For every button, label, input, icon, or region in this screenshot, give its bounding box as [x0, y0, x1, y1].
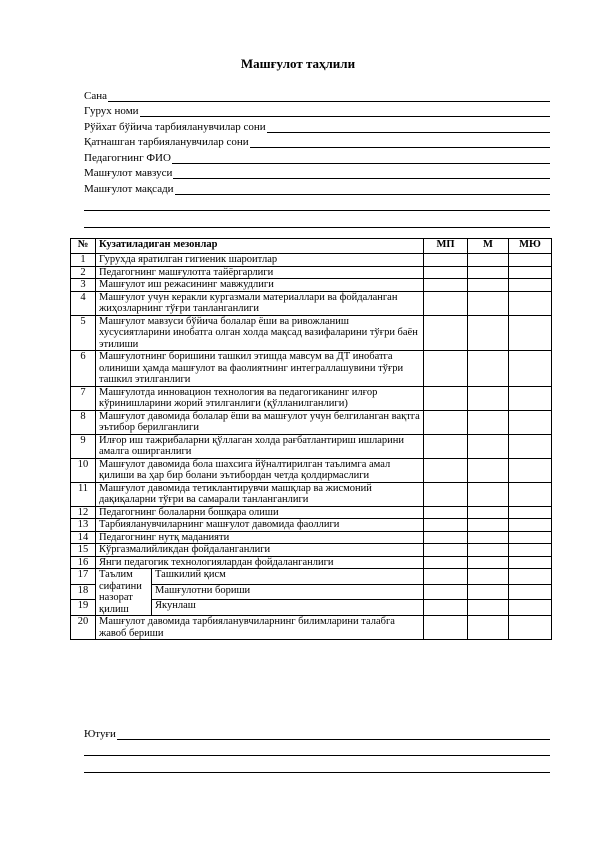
criterion-text: Педагогнинг машғулотга тайёргарлиги [96, 266, 424, 279]
criterion-text: Машғулот давомида тарбияланувчиларнинг билимларини талабга жавоб бериши [96, 616, 424, 640]
table-row [71, 616, 552, 640]
group-name-field[interactable] [84, 102, 550, 118]
m-mark-cell[interactable] [468, 584, 509, 600]
mp-mark-cell[interactable] [424, 482, 468, 506]
table-row [71, 458, 552, 482]
mp-mark-cell[interactable] [424, 386, 468, 410]
myu-mark-cell[interactable] [509, 315, 552, 351]
myu-mark-cell[interactable] [509, 556, 552, 569]
m-mark-cell[interactable] [468, 291, 509, 315]
mp-mark-cell[interactable] [424, 254, 468, 267]
myu-mark-cell[interactable] [509, 569, 552, 585]
date-field[interactable] [84, 86, 550, 102]
row-number: 14 [71, 531, 96, 544]
table-row [71, 266, 552, 279]
myu-mark-cell[interactable] [509, 584, 552, 600]
row-number: 15 [71, 544, 96, 557]
criterion-text: Машғулот учун керакли кургазмали материаллари ва фойдаланган жиҳозларнинг тўғри танланганлиги [96, 291, 424, 315]
m-header: М [468, 239, 509, 254]
number-header: № [71, 239, 96, 254]
group-label: Таълим сифатини назорат қилиш [96, 569, 152, 616]
myu-mark-cell[interactable] [509, 506, 552, 519]
myu-mark-cell[interactable] [509, 279, 552, 292]
table-row [71, 291, 552, 315]
enrolled-count-field[interactable] [84, 117, 550, 133]
mp-mark-cell[interactable] [424, 616, 468, 640]
row-number: 13 [71, 519, 96, 532]
mp-mark-cell[interactable] [424, 600, 468, 616]
m-mark-cell[interactable] [468, 434, 509, 458]
row-number: 12 [71, 506, 96, 519]
fill-line [108, 91, 550, 102]
fill-line [250, 137, 550, 148]
myu-mark-cell[interactable] [509, 386, 552, 410]
criterion-text: Тарбияланувчиларнинг машғулот давомида фаоллиги [96, 519, 424, 532]
lesson-topic-label: Машғулот мавзуси [84, 167, 173, 179]
criterion-text: Якунлаш [152, 600, 424, 616]
table-row [71, 482, 552, 506]
table-row [71, 556, 552, 569]
m-mark-cell[interactable] [468, 315, 509, 351]
mp-mark-cell[interactable] [424, 544, 468, 557]
mp-mark-cell[interactable] [424, 315, 468, 351]
criteria-table [70, 238, 552, 640]
table-row [71, 410, 552, 434]
row-number: 4 [71, 291, 96, 315]
row-number: 3 [71, 279, 96, 292]
mp-mark-cell[interactable] [424, 291, 468, 315]
row-number: 18 [71, 584, 96, 600]
document-title: Машғулот таҳлили [240, 56, 356, 71]
table-row [71, 351, 552, 387]
mp-mark-cell[interactable] [424, 556, 468, 569]
myu-mark-cell[interactable] [509, 266, 552, 279]
myu-mark-cell[interactable] [509, 254, 552, 267]
mp-mark-cell[interactable] [424, 531, 468, 544]
myu-mark-cell[interactable] [509, 410, 552, 434]
m-mark-cell[interactable] [468, 531, 509, 544]
myu-mark-cell[interactable] [509, 458, 552, 482]
criterion-text: Машғулотни бориши [152, 584, 424, 600]
criterion-text: Машғулотнинг боришини ташкил этишда мавсум ва ДТ инобатга олиниши ҳамда машғулот ва фаолиятнинг интеграллашувини тўғри ташкил этилганлиги [96, 351, 424, 387]
conclusion-fill-line[interactable] [84, 756, 550, 773]
m-mark-cell[interactable] [468, 266, 509, 279]
header-fields [84, 86, 550, 228]
row-number: 1 [71, 254, 96, 267]
table-row [71, 254, 552, 267]
row-number: 19 [71, 600, 96, 616]
table-row [71, 519, 552, 532]
row-number: 8 [71, 410, 96, 434]
fill-line [175, 184, 550, 195]
row-number: 11 [71, 482, 96, 506]
conclusion-label: Ютуғи [84, 727, 116, 740]
table-row [71, 544, 552, 557]
table-row [71, 569, 552, 585]
myu-header: МЮ [509, 239, 552, 254]
table-header-row [71, 239, 552, 254]
mp-mark-cell[interactable] [424, 584, 468, 600]
fill-line [140, 106, 550, 117]
m-mark-cell[interactable] [468, 279, 509, 292]
m-mark-cell[interactable] [468, 519, 509, 532]
row-number: 17 [71, 569, 96, 585]
teacher-name-label: Педагогнинг ФИО [84, 151, 171, 164]
criterion-text: Машғулот иш режасининг мавжудлиги [96, 279, 424, 292]
myu-mark-cell[interactable] [509, 519, 552, 532]
row-number: 6 [71, 351, 96, 387]
criteria-header: Кузатиладиган мезонлар [96, 239, 424, 254]
row-number: 7 [71, 386, 96, 410]
lesson-topic-field[interactable] [84, 164, 550, 180]
mp-mark-cell[interactable] [424, 434, 468, 458]
row-number: 10 [71, 458, 96, 482]
row-number: 9 [71, 434, 96, 458]
m-mark-cell[interactable] [468, 458, 509, 482]
enrolled-count-label: Рўйхат бўйича тарбияланувчилар сони [84, 120, 266, 133]
criterion-text: Педагогнинг нутқ маданияти [96, 531, 424, 544]
m-mark-cell[interactable] [468, 506, 509, 519]
attended-count-label: Қатнашган тарбияланувчилар сони [84, 136, 249, 148]
criterion-text: Кўргазмалийликдан фойдаланганлиги [96, 544, 424, 557]
conclusion-field[interactable] [84, 724, 550, 740]
row-number: 5 [71, 315, 96, 351]
m-mark-cell[interactable] [468, 482, 509, 506]
mp-mark-cell[interactable] [424, 569, 468, 585]
myu-mark-cell[interactable] [509, 531, 552, 544]
myu-mark-cell[interactable] [509, 482, 552, 506]
m-mark-cell[interactable] [468, 351, 509, 387]
criterion-text: Педагогнинг болаларни бошқара олиши [96, 506, 424, 519]
table-row [71, 506, 552, 519]
conclusion-fill-line[interactable] [84, 740, 550, 757]
mp-mark-cell[interactable] [424, 519, 468, 532]
criterion-text: Машғулот мавзуси бўйича болалар ёши ва ривожланиш хусусиятларини инобатга олган холда мақсад вазифаларини тўғри баён этилиши [96, 315, 424, 351]
row-number: 16 [71, 556, 96, 569]
criterion-text: Гурухда яратилган гигиеник шароитлар [96, 254, 424, 267]
attended-count-field[interactable] [84, 133, 550, 149]
date-label: Сана [84, 89, 107, 102]
myu-mark-cell[interactable] [509, 434, 552, 458]
mp-mark-cell[interactable] [424, 279, 468, 292]
m-mark-cell[interactable] [468, 386, 509, 410]
criterion-text: Машғулот давомида бола шахсига йўналтирилган таълимга амал қилиши ва ҳар бир болани эътибордан четда қолдирмаслиги [96, 458, 424, 482]
criterion-text: Машғулот давомида тетиклантирувчи машқлар ва жисмоний дақиқаларни тўғри ва самарали танланганлиги [96, 482, 424, 506]
fill-line [117, 729, 550, 740]
m-mark-cell[interactable] [468, 254, 509, 267]
m-mark-cell[interactable] [468, 544, 509, 557]
teacher-name-field[interactable] [84, 148, 550, 164]
fill-line [172, 153, 550, 164]
mp-header: МП [424, 239, 468, 254]
mp-mark-cell[interactable] [424, 458, 468, 482]
myu-mark-cell[interactable] [509, 351, 552, 387]
criterion-text: Янги педагогик технологиялардан фойдаланганлиги [96, 556, 424, 569]
m-mark-cell[interactable] [468, 410, 509, 434]
table-row [71, 279, 552, 292]
mp-mark-cell[interactable] [424, 351, 468, 387]
criterion-text: Ташкилий қисм [152, 569, 424, 585]
table-row [71, 531, 552, 544]
conclusion-section [84, 724, 550, 773]
myu-mark-cell[interactable] [509, 616, 552, 640]
myu-mark-cell[interactable] [509, 544, 552, 557]
mp-mark-cell[interactable] [424, 266, 468, 279]
m-mark-cell[interactable] [468, 556, 509, 569]
row-number: 20 [71, 616, 96, 640]
extra-fill-line[interactable] [84, 195, 550, 212]
criterion-text: Машғулот давомида болалар ёши ва машғулот учун белгиланган вақтга эътибор берилганлиги [96, 410, 424, 434]
criterion-text: Машғулотда инновацион технология ва педагогиканинг илғор кўринишларини жорий этилганлиги (қўлланилганлиги) [96, 386, 424, 410]
lesson-goal-label: Машғулот мақсади [84, 182, 174, 195]
mp-mark-cell[interactable] [424, 410, 468, 434]
fill-line [267, 122, 550, 133]
m-mark-cell[interactable] [468, 569, 509, 585]
criterion-text: Илғор иш тажрибаларни қўллаган холда рағбатлантириш ишларини амалга оширганлиги [96, 434, 424, 458]
extra-fill-line[interactable] [84, 211, 550, 228]
myu-mark-cell[interactable] [509, 600, 552, 616]
table-row [71, 315, 552, 351]
group-name-label: Гурух номи [84, 105, 139, 117]
m-mark-cell[interactable] [468, 616, 509, 640]
lesson-goal-field[interactable] [84, 179, 550, 195]
myu-mark-cell[interactable] [509, 291, 552, 315]
table-row [71, 386, 552, 410]
table-row [71, 434, 552, 458]
mp-mark-cell[interactable] [424, 506, 468, 519]
row-number: 2 [71, 266, 96, 279]
m-mark-cell[interactable] [468, 600, 509, 616]
fill-line [173, 168, 550, 179]
